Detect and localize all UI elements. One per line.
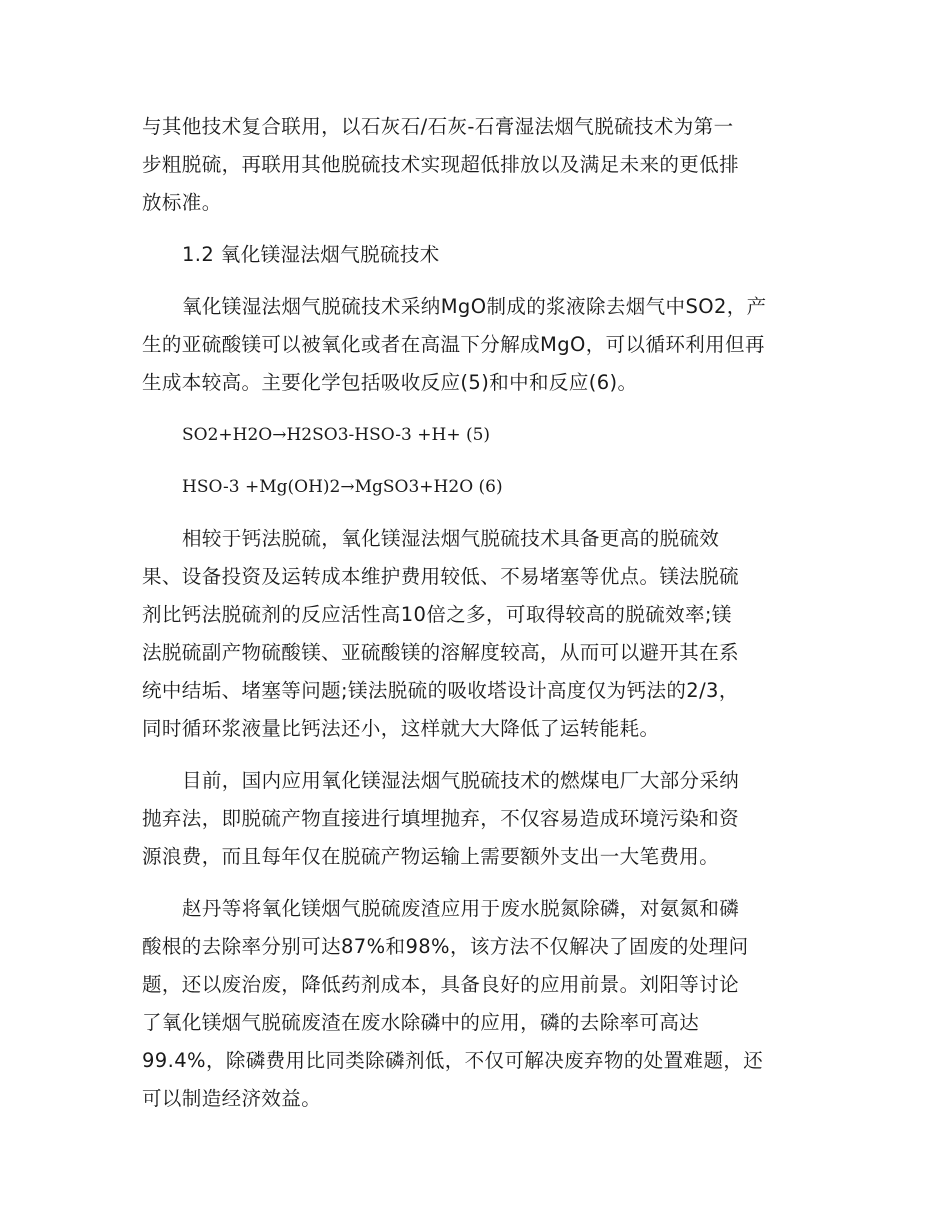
equation-5: SO2+H2O→H2SO3-HSO-3 +H+ (5) bbox=[182, 425, 491, 445]
equation-6: HSO-3 +Mg(OH)2→MgSO3+H2O (6) bbox=[182, 477, 503, 497]
text-line: 可以制造经济效益。 bbox=[142, 1087, 322, 1110]
text-line: 目前，国内应用氧化镁湿法烟气脱硫技术的燃煤电厂大部分采纳 bbox=[182, 769, 740, 792]
text-line: 法脱硫副产物硫酸镁、亚硫酸镁的溶解度较高，从而可以避开其在系 bbox=[142, 641, 740, 664]
section-heading: 1.2 氧化镁湿法烟气脱硫技术 bbox=[182, 243, 440, 266]
text-line: 统中结垢、堵塞等问题;镁法脱硫的吸收塔设计高度仅为钙法的2/3， bbox=[142, 679, 739, 702]
text-line: 放标准。 bbox=[142, 191, 222, 214]
text-line: 果、设备投资及运转成本维护费用较低、不易堵塞等优点。镁法脱硫 bbox=[142, 565, 740, 588]
text-line: 源浪费，而且每年仅在脱硫产物运输上需要额外支出一大笔费用。 bbox=[142, 845, 720, 868]
text-line: 相较于钙法脱硫，氧化镁湿法烟气脱硫技术具备更高的脱硫效 bbox=[182, 527, 720, 550]
text-line: 剂比钙法脱硫剂的反应活性高10倍之多，可取得较高的脱硫效率;镁 bbox=[142, 603, 732, 626]
text-line: 生的亚硫酸镁可以被氧化或者在高温下分解成MgO，可以循环利用但再 bbox=[142, 333, 765, 356]
text-line: 题，还以废治废，降低药剂成本，具备良好的应用前景。刘阳等讨论 bbox=[142, 973, 740, 996]
text-line: 氧化镁湿法烟气脱硫技术采纳MgO制成的浆液除去烟气中SO2，产 bbox=[182, 295, 767, 318]
text-line: 抛弃法，即脱硫产物直接进行填埋抛弃，不仅容易造成环境污染和资 bbox=[142, 807, 740, 830]
text-line: 与其他技术复合联用，以石灰石/石灰-石膏湿法烟气脱硫技术为第一 bbox=[142, 115, 734, 138]
text-line: 步粗脱硫，再联用其他脱硫技术实现超低排放以及满足未来的更低排 bbox=[142, 153, 740, 176]
text-line: 99.4%，除磷费用比同类除磷剂低，不仅可解决废弃物的处置难题，还 bbox=[142, 1049, 764, 1072]
text-line: 酸根的去除率分别可达87%和98%，该方法不仅解决了固废的处理问 bbox=[142, 935, 749, 958]
text-line: 赵丹等将氧化镁烟气脱硫废渣应用于废水脱氮除磷，对氨氮和磷 bbox=[182, 897, 740, 920]
text-line: 了氧化镁烟气脱硫废渣在废水除磷中的应用，磷的去除率可高达 bbox=[142, 1011, 700, 1034]
text-line: 生成本较高。主要化学包括吸收反应(5)和中和反应(6)。 bbox=[142, 371, 638, 394]
text-line: 同时循环浆液量比钙法还小，这样就大大降低了运转能耗。 bbox=[142, 717, 660, 740]
